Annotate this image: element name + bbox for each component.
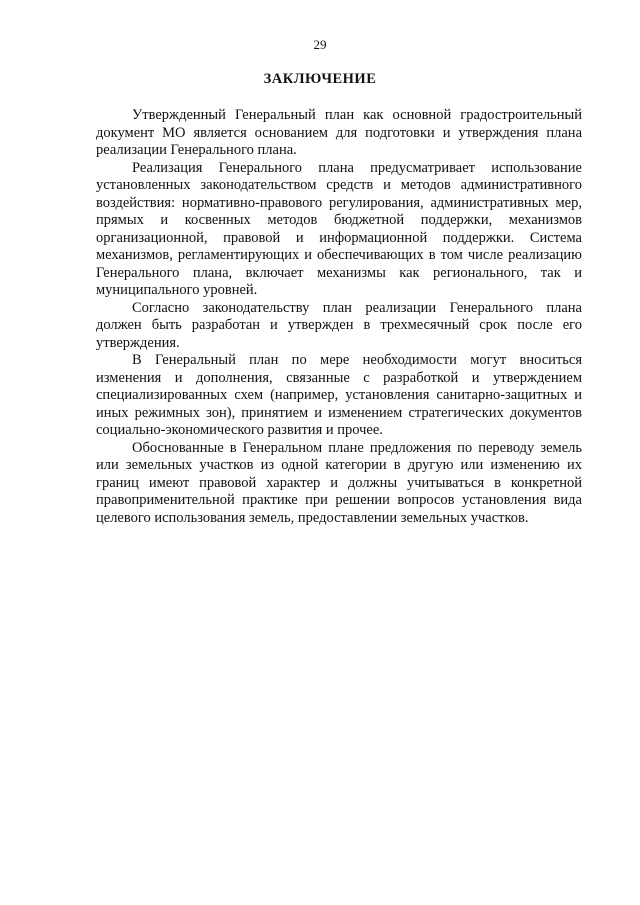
page-number: 29 (313, 37, 327, 52)
paragraph: Обоснованные в Генеральном плане предложения по переводу земель или земельных участков из одной категории в другую или изменению их границ имеют правовой характер и должны учитываться в конкретной правоприменительной практике при решении вопросов установления вида целевого использования земель, предоставлении земельных участков. (96, 439, 582, 526)
paragraph: Реализация Генерального плана предусматривает использование установленных законодательством средств и методов административного воздействия: нормативно-правового регулирования, административных мер, прямых и косвенных методов бюджетной поддержки, механизмов организационной, правовой и информационной поддержки. Система механизмов, регламентирующих и обеспечивающих в том числе реализацию Генерального плана, включает механизмы как регионального, так и муниципального уровней. (96, 159, 582, 298)
paragraph: Утвержденный Генеральный план как основной градостроительный документ МО является основанием для подготовки и утверждения плана реализации Генерального плана. (96, 107, 582, 158)
section-heading: ЗАКЛЮЧЕНИЕ (263, 71, 377, 87)
body-text (96, 107, 582, 527)
paragraph: В Генеральный план по мере необходимости могут вноситься изменения и дополнения, связанные с разработкой и утверждением специализированных схем (например, установления санитарно-защитных и иных режимных зон), принятием и изменением стратегических документов социально-экономического развития и прочее. (96, 352, 582, 438)
paragraph: Согласно законодательству план реализации Генерального плана должен быть разработан и утвержден в трехмесячный срок после его утверждения. (96, 299, 582, 351)
